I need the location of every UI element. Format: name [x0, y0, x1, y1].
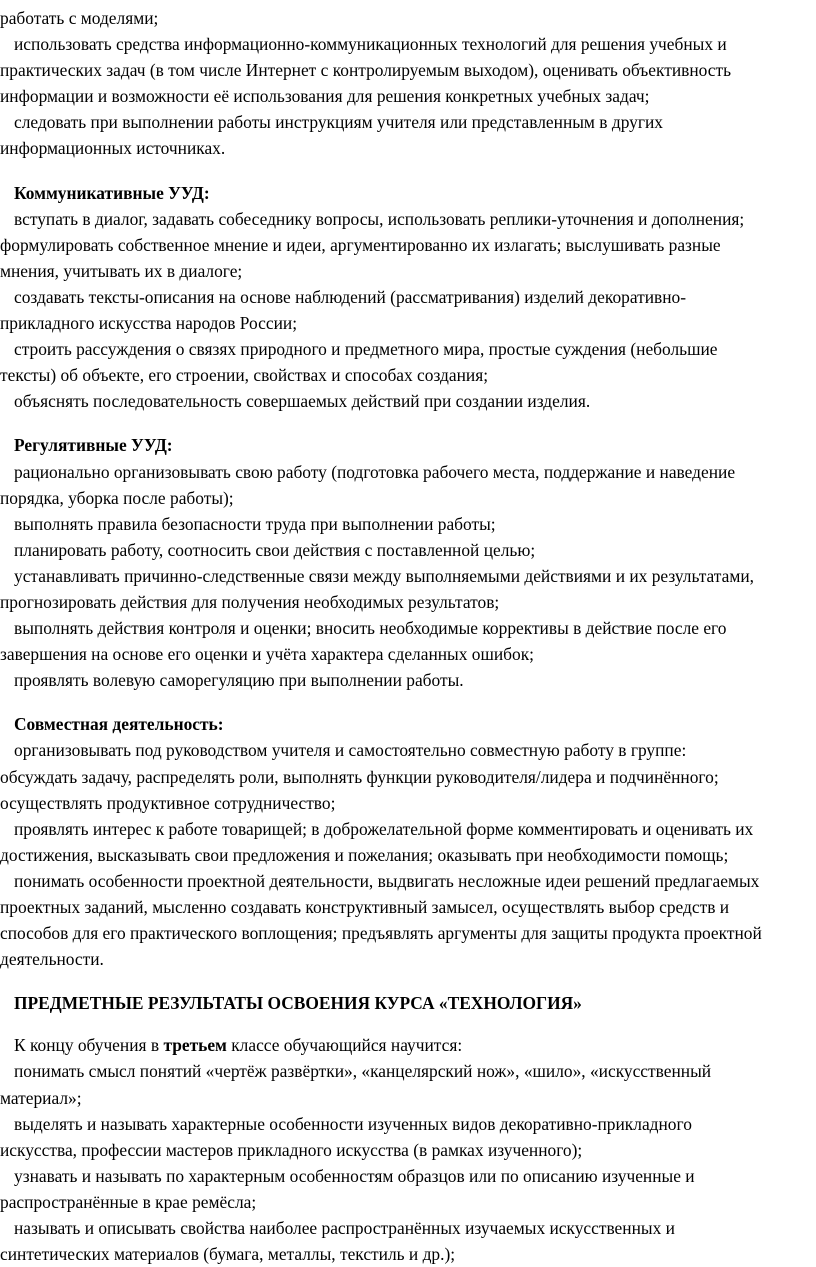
text-line: искусства, профессии мастеров прикладного искусства (в рамках изученного); [0, 1139, 583, 1160]
text-line: проектных заданий, мысленно создавать конструктивный замысел, осуществлять выбор средств и [0, 897, 730, 917]
text-line: деятельности. [0, 949, 104, 970]
text-line: порядка, уборка после работы); [0, 487, 234, 508]
intro-text: К концу обучения в [14, 1035, 164, 1056]
text-line: проявлять волевую саморегуляцию при выполнении работы. [14, 670, 464, 691]
text-line: проявлять интерес к работе товарищей; в доброжелательной форме комментировать и оценивать их [14, 818, 754, 839]
text-line: осуществлять продуктивное сотрудничество; [0, 792, 336, 813]
text-line: достижения, высказывать свои предложения и пожелания; оказывать при необходимости помощь; [0, 844, 729, 865]
text-line: выделять и называть характерные особенности изученных видов декоративно-прикладного [14, 1113, 692, 1134]
text-line: информации и возможности её использования для решения конкретных учебных задач; [0, 86, 650, 107]
document-page [0, 5, 816, 1267]
text-line: узнавать и называть по характерным особенностям образцов или по описанию изученные и [14, 1165, 695, 1186]
text-line: синтетических материалов (бумага, металлы, текстиль и др.); [0, 1244, 456, 1265]
communicative-section [0, 180, 816, 415]
subject-intro [0, 1032, 816, 1058]
text-line: мнения, учитывать их в диалоге; [0, 260, 243, 281]
text-line: создавать тексты-описания на основе наблюдений (рассматривания) изделий декоративно- [14, 286, 687, 307]
text-line: вступать в диалог, задавать собеседнику вопросы, использовать реплики-уточнения и дополнения; [14, 208, 745, 229]
text-line: рационально организовывать свою работу (подготовка рабочего места, поддержание и наведение [14, 461, 736, 482]
section-heading: Регулятивные УУД: [14, 435, 173, 456]
intro-grade: третьем [163, 1035, 227, 1056]
text-line: способов для его практического воплощения; предъявлять аргументы для защиты продукта проектной [0, 923, 762, 944]
text-line: прикладного искусства народов России; [0, 313, 298, 334]
subject-results-section [0, 990, 816, 1267]
text-line: обсуждать задачу, распределять роли, выполнять функции руководителя/лидера и подчинённого; [0, 766, 719, 787]
text-line: следовать при выполнении работы инструкциям учителя или представленным в других [14, 112, 663, 133]
text-line: выполнять действия контроля и оценки; вносить необходимые коррективы в действие после его [14, 618, 727, 639]
regulatory-section [0, 432, 816, 693]
text-line: формулировать собственное мнение и идеи, аргументированно их излагать; выслушивать разные [0, 234, 721, 255]
text-line: материал»; [0, 1087, 82, 1108]
text-line: понимать смысл понятий «чертёж развёртки», «канцелярский нож», «шило», «искусственный [14, 1061, 712, 1082]
text-line: планировать работу, соотносить свои действия с поставленной целью; [14, 539, 536, 560]
text-line: выполнять правила безопасности труда при выполнении работы; [14, 513, 496, 534]
text-line: информационных источниках. [0, 138, 226, 159]
text-line: использовать средства информационно-коммуникационных технологий для решения учебных и [14, 34, 727, 55]
section-heading: Коммуникативные УУД: [14, 182, 210, 203]
text-line: работать с моделями; [0, 8, 159, 28]
text-line: устанавливать причинно-следственные связи между выполняемыми действиями и их результатами, [14, 565, 755, 586]
section-heading: ПРЕДМЕТНЫЕ РЕЗУЛЬТАТЫ ОСВОЕНИЯ КУРСА «ТЕХНОЛОГИЯ» [14, 993, 582, 1014]
section-heading: Совместная деятельность: [14, 714, 224, 735]
text-line: прогнозировать действия для получения необходимых результатов; [0, 591, 500, 612]
text-line: практических задач (в том числе Интернет с контролируемым выходом), оценивать объективность [0, 60, 732, 81]
intro-section [0, 5, 816, 162]
intro-text: классе обучающийся научится: [226, 1035, 463, 1056]
text-line: строить рассуждения о связях природного и предметного мира, простые суждения (небольшие [14, 339, 718, 360]
text-line: называть и описывать свойства наиболее распространённых изучаемых искусственных и [14, 1218, 675, 1239]
text-line: тексты) об объекте, его строении, свойствах и способах создания; [0, 365, 489, 386]
text-line: объяснять последовательность совершаемых действий при создании изделия. [14, 391, 591, 412]
text-line: понимать особенности проектной деятельности, выдвигать несложные идеи решений предлагаемых [14, 870, 760, 891]
text-line: завершения на основе его оценки и учёта характера сделанных ошибок; [0, 644, 535, 665]
joint-activity-section [0, 711, 816, 972]
text-line: распространённые в крае ремёсла; [0, 1191, 257, 1212]
text-line: организовывать под руководством учителя и самостоятельно совместную работу в группе: [14, 740, 687, 761]
